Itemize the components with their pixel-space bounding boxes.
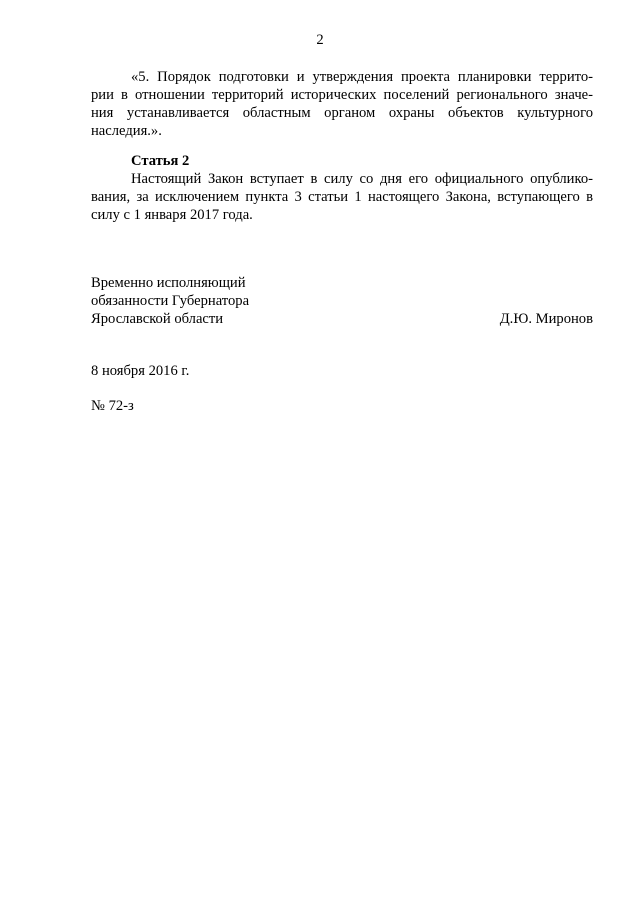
section-5-line: наследия.». <box>91 123 162 139</box>
signatory-position-line: обязанности Губернатора <box>91 293 250 309</box>
section-5-line: «5. Порядок подготовки и утверждения проекта планировки террито- <box>131 69 593 85</box>
law-number: № 72-з <box>91 398 134 414</box>
section-5-line: рии в отношении территорий исторических поселений регионального значе- <box>91 87 593 103</box>
signatory-name: Д.Ю. Миронов <box>499 311 593 327</box>
signing-date: 8 ноября 2016 г. <box>91 363 190 379</box>
article-2-line: вания, за исключением пункта 3 статьи 1 настоящего Закона, вступающего в <box>91 189 593 205</box>
article-2-line: силу с 1 января 2017 года. <box>91 207 253 223</box>
signatory-position-line: Ярославской области <box>91 311 224 327</box>
signatory-position-line: Временно исполняющий <box>91 275 246 291</box>
page-number: 2 <box>316 32 324 48</box>
article-2-heading: Статья 2 <box>131 153 190 169</box>
article-2-line: Настоящий Закон вступает в силу со дня его официального опублико- <box>131 171 593 187</box>
section-5-line: ния устанавливается областным органом охраны объектов культурного <box>91 105 593 121</box>
